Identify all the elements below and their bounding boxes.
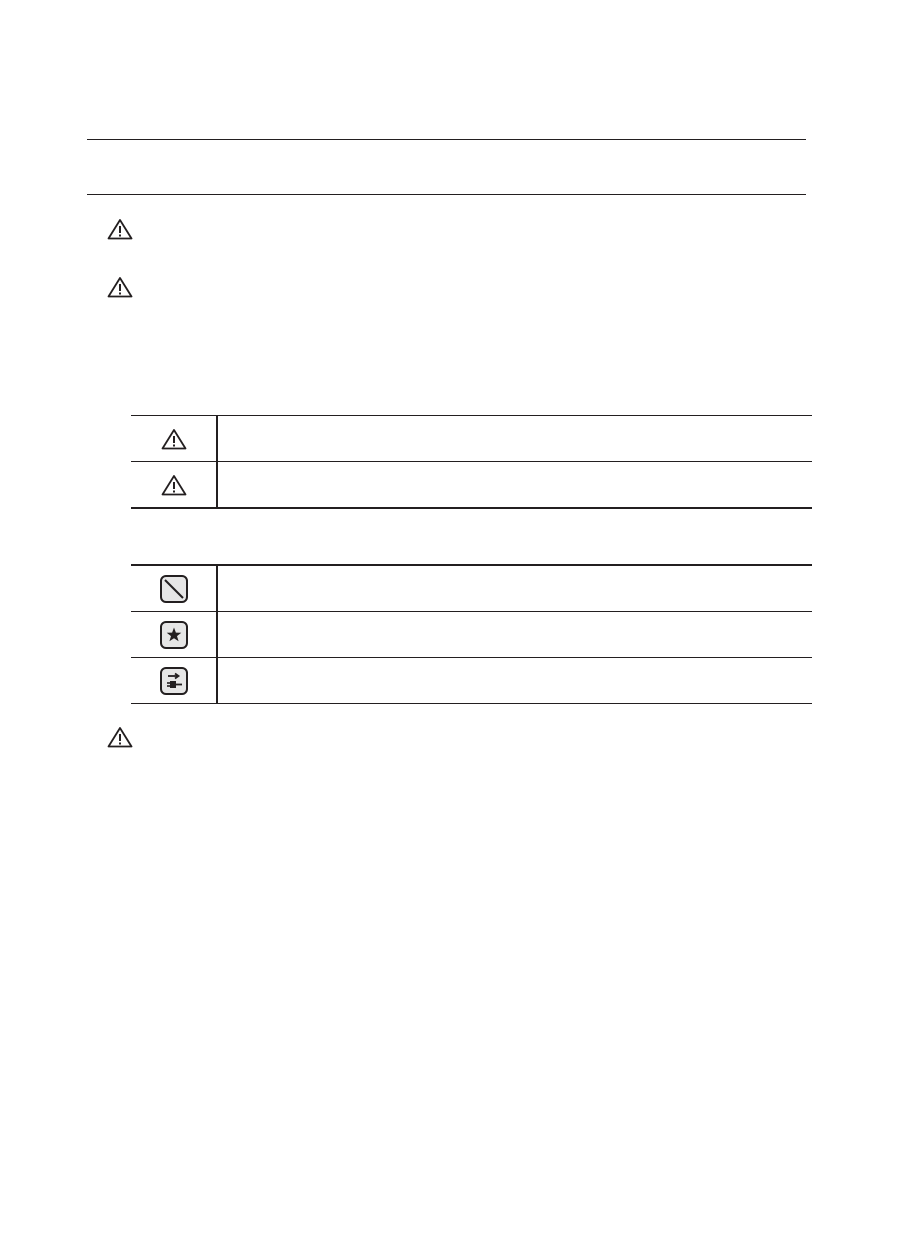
symbol-description [217,416,812,462]
symbol-description [217,658,812,704]
warning-triangle-icon [107,726,133,748]
symbol-cell [131,416,217,462]
prohibited-icon [159,574,189,604]
instruction-symbols-table [131,564,812,704]
warning-triangle-icon [107,218,133,240]
symbol-description [217,565,812,612]
title-bottom-rule [87,194,806,195]
symbol-cell [131,462,217,509]
symbol-cell [131,612,217,658]
table-row [131,416,812,462]
warning-triangle-icon [161,474,187,496]
unplug-icon [159,666,189,696]
table-row [131,565,812,612]
top-rule [87,139,806,140]
symbol-description [217,462,812,509]
warning-triangle-icon [107,276,133,298]
table-row [131,612,812,658]
table-row [131,462,812,509]
symbol-description [217,612,812,658]
warning-triangle-icon [161,428,187,450]
table-row [131,658,812,704]
star-instruction-icon [159,620,189,650]
symbol-cell [131,658,217,704]
symbol-cell [131,565,217,612]
warning-symbols-table [131,415,812,509]
